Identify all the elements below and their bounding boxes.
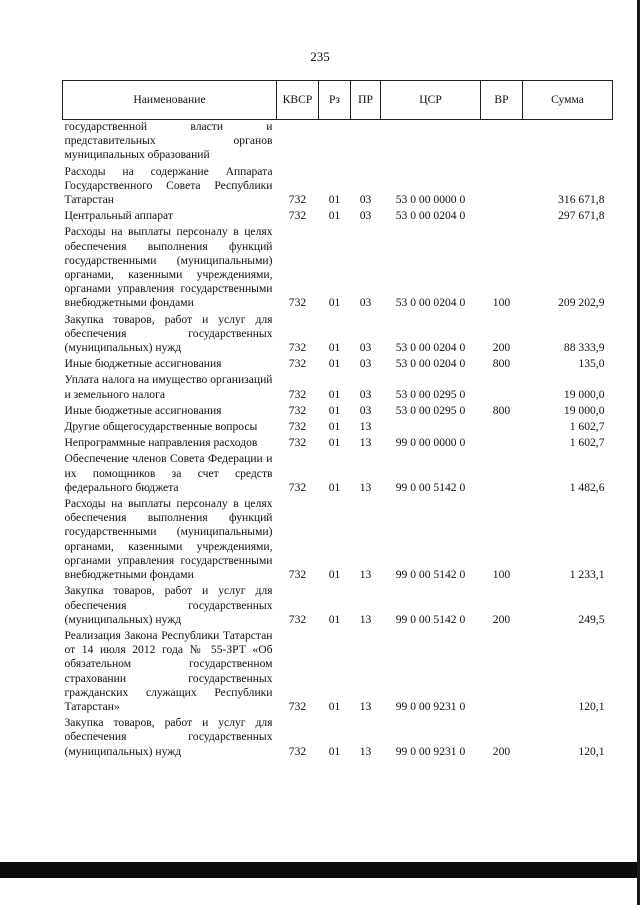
row-pr: 03 [359,209,372,223]
row-pr: 03 [359,296,372,310]
table-row [63,629,613,716]
row-csr: 53 0 00 0000 0 [395,193,466,207]
table-row [63,165,613,210]
row-vr [481,165,523,210]
row-sum: 316 671,8 [558,193,605,207]
table-row [63,436,613,452]
table-row [63,584,613,629]
row-pr: 13 [359,612,372,626]
row-pr: 03 [359,193,372,207]
table-row [63,497,613,584]
row-sum: 120,1 [578,699,605,713]
row-csr: 53 0 00 0204 0 [395,357,466,371]
row-rz: 01 [328,296,341,310]
row-vr [481,209,523,225]
row-csr: 53 0 00 0204 0 [395,296,466,310]
row-vr [481,436,523,452]
row-kvsr: 732 [288,612,307,626]
row-name: Расходы на выплаты персоналу в целях обеспечения выполнения функций государственными (муниципальными) органами, казенными учреждениями, органами управления государственными внебюджетными фондами [64,497,273,582]
row-rz: 01 [328,612,341,626]
row-kvsr: 732 [288,480,307,494]
table-row [63,225,613,312]
header-name: Наименование [63,81,277,120]
row-pr [351,120,381,165]
row-sum [523,120,613,165]
row-name: Центральный аппарат [64,209,173,223]
row-kvsr: 732 [288,387,307,401]
row-csr: 99 0 00 5142 0 [395,612,466,626]
row-csr: 53 0 00 0295 0 [395,403,466,417]
row-rz: 01 [328,209,341,223]
row-rz: 01 [328,341,341,355]
row-pr: 13 [359,744,372,758]
page-number: 235 [310,49,330,64]
row-name: Расходы на выплаты персоналу в целях обеспечения выполнения функций государственными (муниципальными) органами, казенными учреждениями, органами управления государственными внебюджетными фондами [64,225,273,310]
row-sum: 1 602,7 [569,436,605,450]
row-name: Закупка товаров, работ и услуг для обеспечения государственных (муниципальных) нужд [64,312,273,355]
table-row [63,404,613,420]
row-vr [481,120,523,165]
row-vr [481,629,523,716]
row-name: Закупка товаров, работ и услуг для обеспечения государственных (муниципальных) нужд [64,584,273,626]
row-name: Иные бюджетные ассигнования [64,357,222,371]
row-pr: 03 [359,341,372,355]
header-rz: Рз [319,81,351,120]
row-sum: 1 482,6 [569,480,605,494]
row-rz: 01 [328,357,341,371]
row-pr: 13 [359,699,372,713]
row-name: Расходы на содержание Аппарата Государственного Совета Республики Татарстан [64,164,273,207]
row-kvsr: 732 [288,209,307,223]
row-pr: 13 [359,436,372,450]
row-kvsr: 732 [288,341,307,355]
row-name: Уплата налога на имущество организаций и земельного налога [64,373,273,401]
row-rz: 01 [328,420,341,434]
row-sum: 135,0 [578,357,605,371]
row-csr [381,120,481,165]
row-kvsr [277,120,319,165]
row-rz: 01 [328,568,341,582]
table-row [63,452,613,497]
row-kvsr: 732 [288,744,307,758]
row-kvsr: 732 [288,420,307,434]
row-csr: 53 0 00 0295 0 [395,387,466,401]
table-row [63,313,613,358]
table-row [63,373,613,403]
row-pr: 13 [359,420,372,434]
row-name: государственной власти и представительных органов муниципальных образований [64,120,273,162]
row-rz: 01 [328,403,341,417]
header-sum: Сумма [523,81,613,120]
row-csr: 99 0 00 9231 0 [395,744,466,758]
row-pr: 03 [359,387,372,401]
row-rz [319,120,351,165]
row-name: Закупка товаров, работ и услуг для обеспечения государственных (муниципальных) нужд [64,716,273,758]
row-rz: 01 [328,480,341,494]
row-kvsr: 732 [288,357,307,371]
row-rz: 01 [328,699,341,713]
row-sum: 1 233,1 [569,568,605,582]
row-name: Другие общегосударственные вопросы [64,420,258,434]
row-vr: 800 [492,357,511,371]
row-kvsr: 732 [288,403,307,417]
row-pr: 13 [359,480,372,494]
row-name: Обеспечение членов Совета Федерации и их помощников за счет средств федерального бюджета [64,452,273,494]
row-sum: 88 333,9 [563,341,605,355]
row-csr [381,420,481,436]
row-kvsr: 732 [288,193,307,207]
row-sum: 19 000,0 [563,403,605,417]
table-row [63,420,613,436]
scan-border-bar [0,862,640,878]
row-pr: 13 [359,568,372,582]
table-row [63,120,613,165]
row-vr: 100 [492,568,511,582]
row-name: Непрограммные направления расходов [64,436,258,450]
row-vr: 200 [492,744,511,758]
row-csr: 99 0 00 9231 0 [395,699,466,713]
row-vr [481,373,523,403]
row-vr [481,420,523,436]
header-csr: ЦСР [381,81,481,120]
row-sum: 1 602,7 [569,420,605,434]
row-vr [481,452,523,497]
row-kvsr: 732 [288,296,307,310]
row-pr: 03 [359,357,372,371]
row-csr: 99 0 00 0000 0 [395,436,466,450]
row-sum: 249,5 [578,612,605,626]
row-kvsr: 732 [288,568,307,582]
table-row [63,209,613,225]
row-pr: 03 [359,403,372,417]
table-header-row [63,81,613,120]
row-csr: 99 0 00 5142 0 [395,568,466,582]
header-vr: ВР [481,81,523,120]
row-vr: 200 [492,612,511,626]
row-sum: 120,1 [578,744,605,758]
row-csr: 53 0 00 0204 0 [395,341,466,355]
row-rz: 01 [328,436,341,450]
row-rz: 01 [328,387,341,401]
row-rz: 01 [328,193,341,207]
row-kvsr: 732 [288,436,307,450]
row-vr: 100 [492,296,511,310]
row-kvsr: 732 [288,699,307,713]
table-row [63,357,613,373]
row-sum: 297 671,8 [558,209,605,223]
row-vr: 800 [492,403,511,417]
row-sum: 209 202,9 [558,296,605,310]
row-vr: 200 [492,341,511,355]
row-csr: 53 0 00 0204 0 [395,209,466,223]
header-kvsr: КВСР [277,81,319,120]
table-row [63,716,613,761]
row-sum: 19 000,0 [563,387,605,401]
header-pr: ПР [351,81,381,120]
budget-table [62,80,613,761]
row-rz: 01 [328,744,341,758]
row-name: Иные бюджетные ассигнования [64,403,222,417]
row-csr: 99 0 00 5142 0 [395,480,466,494]
row-name: Реализация Закона Республики Татарстан от 14 июля 2012 года № 55-ЗРТ «Об обязательном государственном страховании государственных гражданских служащих Республики Татарстан» [64,628,273,713]
